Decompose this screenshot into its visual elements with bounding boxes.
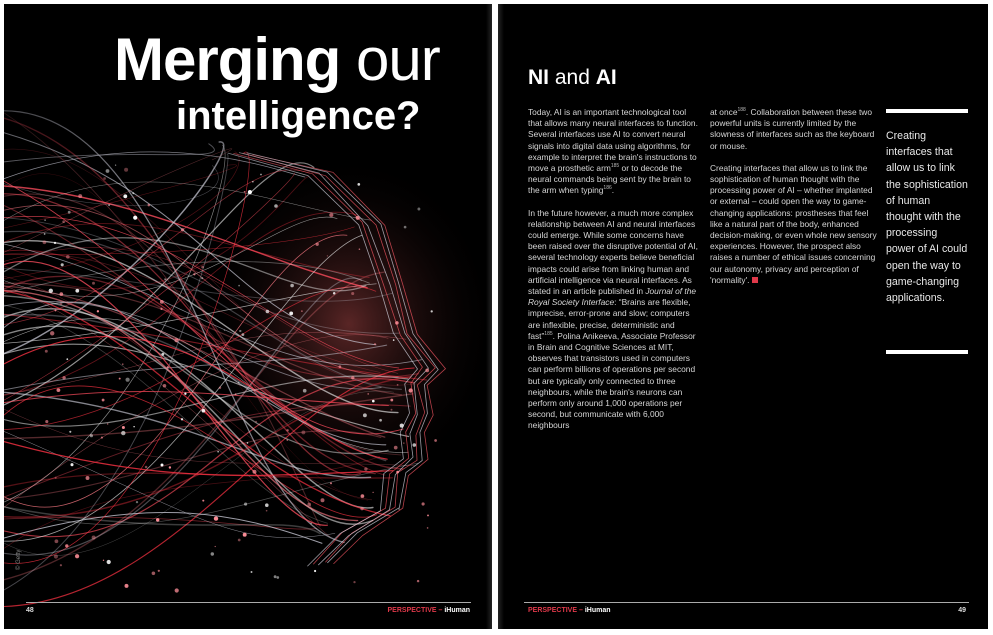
right-page bbox=[498, 4, 988, 629]
photo-credit: © Getty bbox=[16, 549, 22, 570]
page-title: Merging our bbox=[114, 26, 440, 93]
spine-shadow bbox=[498, 4, 504, 629]
running-footer: PERSPECTIVE – iHuman bbox=[528, 607, 611, 614]
pull-quote: Creating interfaces that allow us to link the sophistication of human thought with the processing power of AI could open the way to game-changing applications. bbox=[886, 130, 968, 305]
footer-rule bbox=[524, 602, 969, 603]
paragraph: In the future however, a much more complex relationship between AI and neural interfaces could emerge. While some concerns have been raised over the disruptive potential of AI, several technology experts believe beneficial impacts could arise from linking human and artificial intelligence via neural interfaces. As stated in an article published in Journal of the Royal Society Interface: “Brains are flexible, imprecise, error-prone and slow; computers are inflexible, precise, deterministic and fast”$^{185}$. Polina Anikeeva, Associate Professor in Brain and Cognitive Sciences at MIT, observes that transistors used in computers can perform billions of operations per second but are typically only connected to three neighbours, while the brain's neurons can perform only around 1,000 operations per second, but communicate with 6,000 neighbours bbox=[528, 207, 698, 431]
end-mark-icon bbox=[752, 277, 758, 283]
running-footer: PERSPECTIVE – iHuman bbox=[387, 607, 470, 614]
left-page bbox=[4, 4, 492, 629]
spine-shadow bbox=[486, 4, 492, 629]
page-title-line2: intelligence? bbox=[176, 94, 421, 138]
paragraph: Today, AI is an important technological tool that allows many neural interfaces to function. Several interfaces use AI to convert neural signals into digital data using algorithms, for example to interpret the brain's instructions to move a prosthetic arm$^{185}$ or to decode the neural commands being sent by the brain to the arm when typing$^{186}$. bbox=[528, 107, 698, 196]
section-heading: NI and AI bbox=[528, 66, 617, 89]
pull-quote-rule-bottom bbox=[886, 350, 968, 354]
body-column-1 bbox=[528, 107, 700, 443]
paragraph: at once$^{188}$. Collaboration between these two powerful units is currently limited by the slowness of interfaces such as the keyboard or mouse. bbox=[710, 107, 875, 151]
page-number: 48 bbox=[26, 607, 34, 614]
pull-quote-rule-top bbox=[886, 109, 968, 113]
footer-rule bbox=[26, 602, 471, 603]
page-number: 49 bbox=[958, 607, 966, 614]
body-column-2 bbox=[710, 107, 880, 297]
paragraph: Creating interfaces that allow us to link the sophistication of human thought with the processing power of AI – whether implanted or external – could open the way to game-changing applications: prostheses that feel like a natural part of the body, enhanced decision-making, or even whole new sensory experiences. However, the prospect also raises a number of ethical issues concerning our autonomy, privacy and perception of 'normality'. bbox=[710, 162, 877, 285]
